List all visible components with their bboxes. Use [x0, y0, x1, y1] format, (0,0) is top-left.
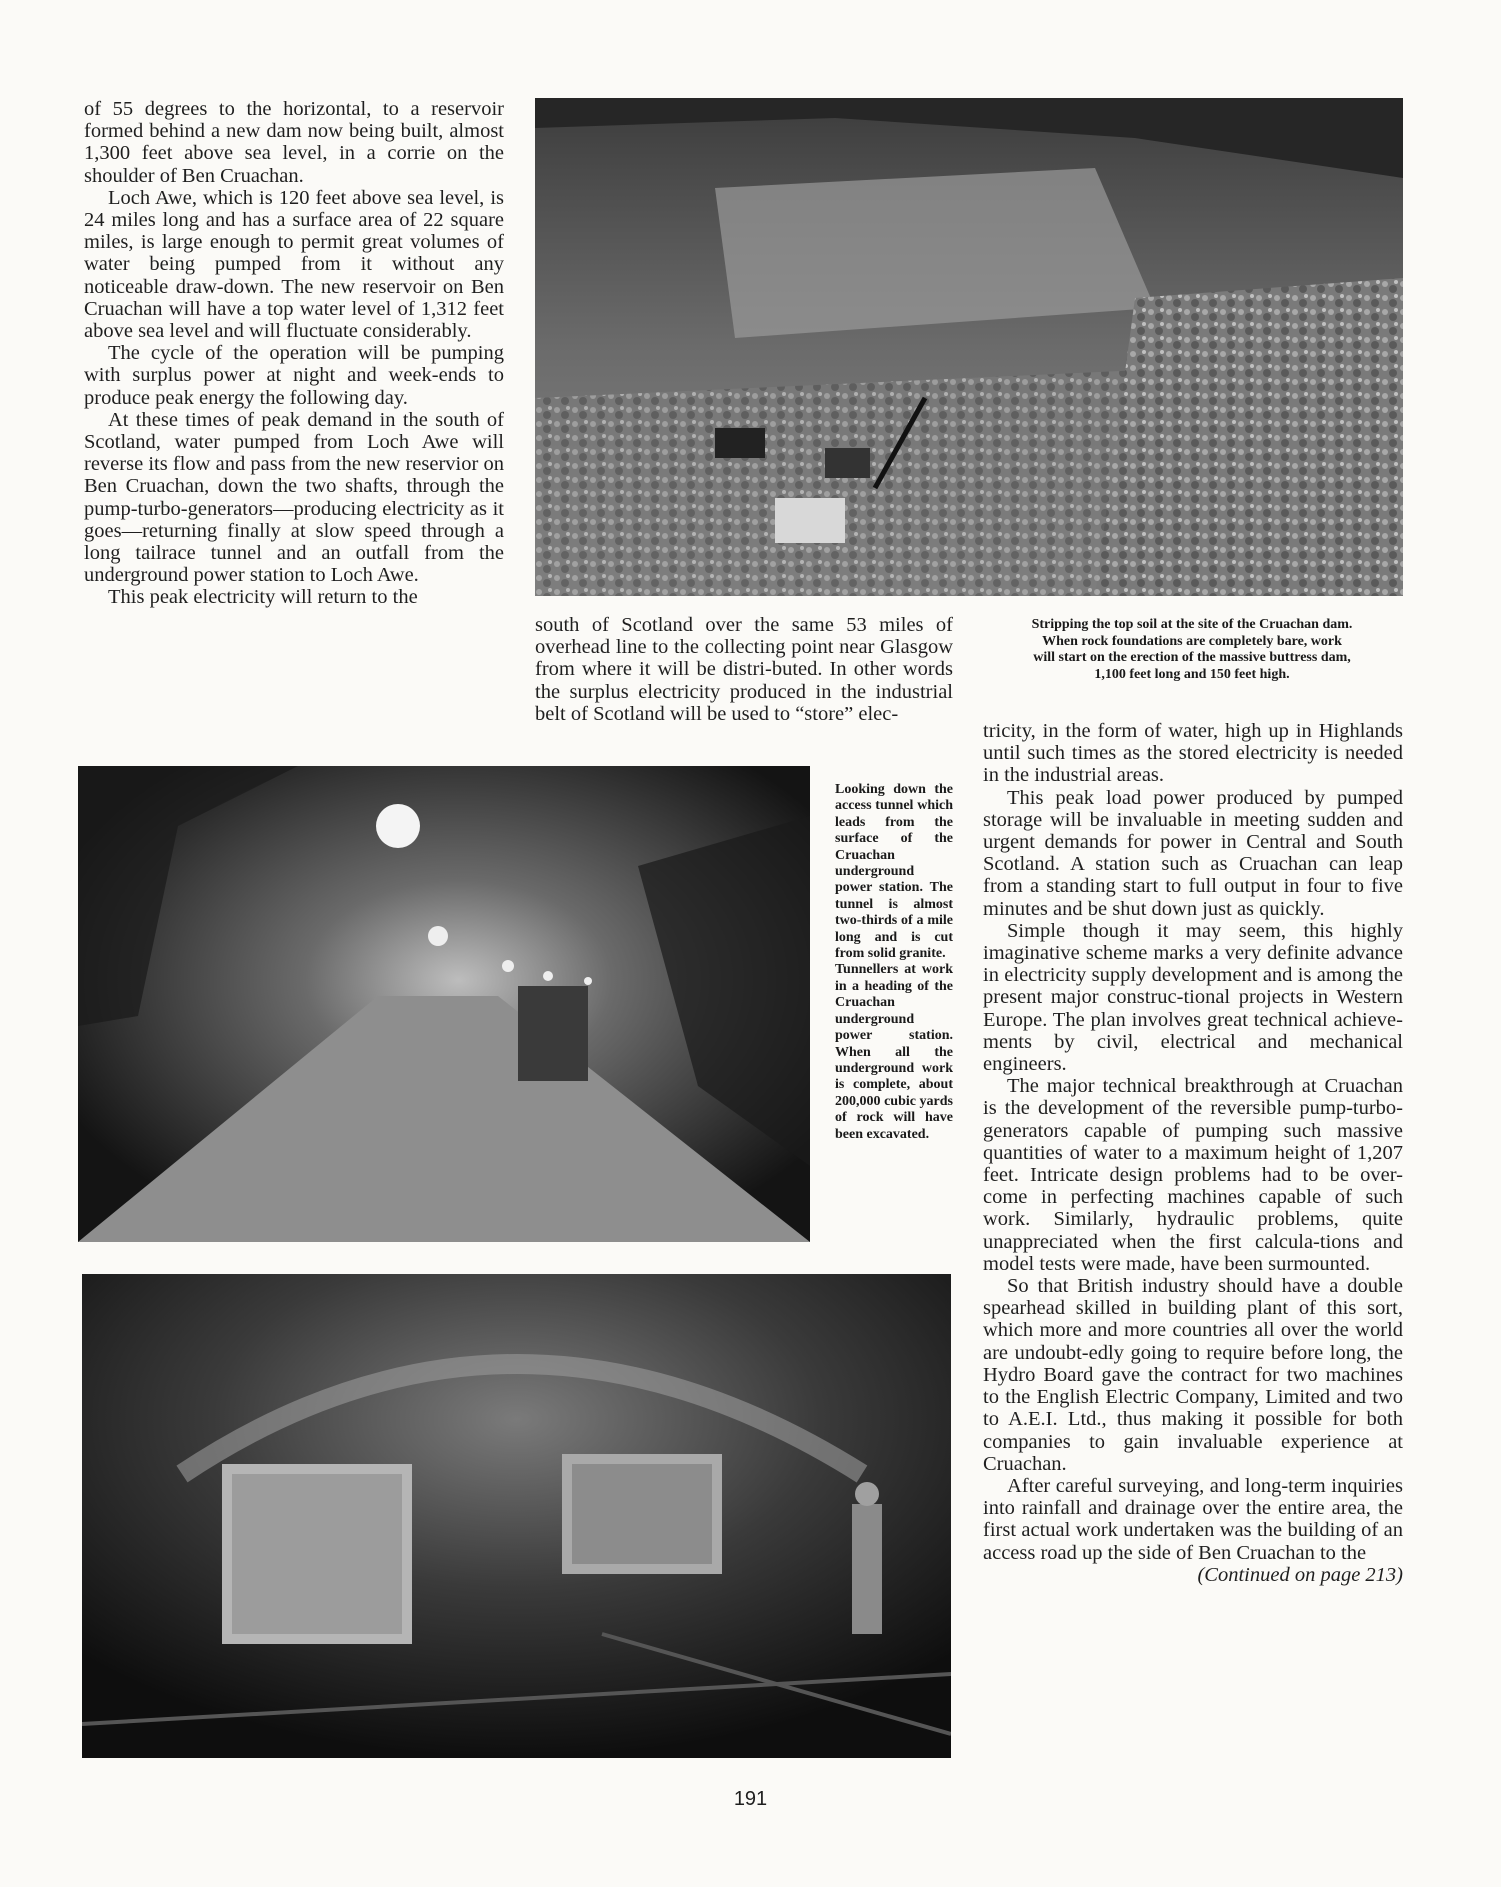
paragraph: Loch Awe, which is 120 feet above sea level, is 24 miles long and has a surface area of 22 square miles, is large enough to permit great volumes of water being pumped from it without any noticeable draw-down. The new reservoir on Ben Cruachan will have a top water level of 1,312 feet above sea level and will fluctuate considerably.	[84, 186, 504, 343]
paragraph: Simple though it may seem, this highly imaginative scheme marks a very definite advance in electricity supply development and is among the present major construc-tional projects in Western Europe. The plan involves great technical achieve-ments by civil, electrical and mechanical engineers.	[983, 919, 1403, 1076]
access-tunnel-photo	[78, 766, 810, 1242]
paragraph: of 55 degrees to the horizontal, to a reservoir formed behind a new dam now being built, almost 1,300 feet above sea level, in a corrie on the shoulder of Ben Cruachan.	[84, 98, 504, 187]
paragraph: After careful surveying, and long-term inquiries into rainfall and drainage over the entire area, the first actual work undertaken was the building of an access road up the side of Ben Cruachan to the	[983, 1474, 1403, 1564]
paragraph: The major technical breakthrough at Cruachan is the development of the reversible pump-turbo-generators capable of pumping such massive quantities of water to a maximum height of 1,207 feet. Intricate design problems had to be over-come in perfecting machines capable of such work. Similarly, hydraulic problems, quite unappreciated when the first calcula-tions and model tests were made, have been surmounted.	[983, 1075, 1403, 1275]
tunnellers-photo	[82, 1274, 951, 1758]
page-number: 191	[733, 1788, 768, 1810]
article-column-3	[983, 720, 1403, 1586]
paragraph: So that British industry should have a double spearhead skilled in building plant of this sort, which more and more countries all over the world are undoubt-edly going to require before long, the Hydro Board gave the contract for two machines to the English Electric Company, Limited and two to A.E.I. Ltd., thus making it possible for both companies to gain invaluable experience at Cruachan.	[983, 1275, 1403, 1475]
dam-photo-caption: Stripping the top soil at the site of the Cruachan dam. When rock foundations are completely bare, work will start on the erection of the massive buttress dam, 1,100 feet long and 150 feet high.	[1031, 617, 1353, 682]
paragraph: tricity, in the form of water, high up in Highlands until such times as the stored electricity is needed in the industrial areas.	[983, 720, 1403, 787]
paragraph: This peak electricity will return to the	[108, 586, 418, 609]
paragraph: The cycle of the operation will be pumping with surplus power at night and week-ends to produce peak energy the following day.	[84, 342, 504, 409]
article-column-1	[84, 98, 504, 609]
paragraph: This peak load power produced by pumped storage will be invaluable in meeting sudden and urgent demands for power in Central and South Scotland. A station such as Cruachan can leap from a standing start to full output in four to five minutes and be shut down just as quickly.	[983, 786, 1403, 920]
paragraph: At these times of peak demand in the south of Scotland, water pumped from Loch Awe will reverse its flow and pass from the new reservior on Ben Cruachan, down the two shafts, through the pump-turbo-generators—producing electricity as it goes—returning finally at slow speed through a long tailrace tunnel and an outfall from the underground power station to Loch Awe.	[84, 408, 504, 587]
article-column-2	[535, 614, 953, 725]
paragraph: south of Scotland over the same 53 miles of overhead line to the collecting point near Glasgow from where it will be distri-buted. In other words the surplus electricity produced in the industrial belt of Scotland will be used to “store” elec-	[535, 614, 953, 725]
continued-note: (Continued on page 213)	[1197, 1563, 1403, 1586]
tunnel-caption: Looking down the access tunnel which leads from the surface of the Cruachan underground power station. The tunnel is almost two-thirds of a mile long and is cut from solid granite. Tunnellers at work in a heading of the Cruachan underground power station. When all the underground work is complete, about 200,000 cubic yards of rock will have been excavated.	[835, 782, 953, 1142]
dam-site-photo	[535, 98, 1403, 596]
